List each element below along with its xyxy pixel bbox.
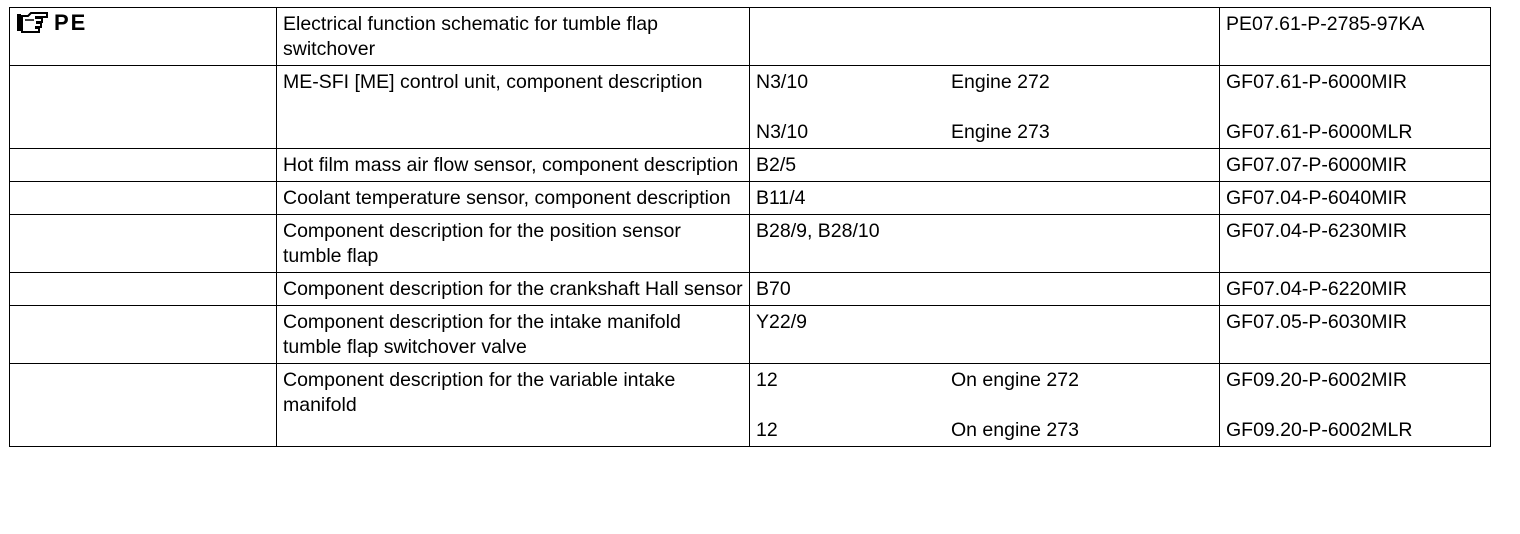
document-number: GF09.20-P-6002MLR	[1226, 419, 1413, 441]
document-cell	[1220, 273, 1491, 306]
component-cell	[750, 8, 1220, 66]
component-cell	[750, 215, 1220, 273]
document-number: PE07.61-P-2785-97KA	[1226, 13, 1425, 35]
component-ref	[756, 70, 1214, 95]
document-number: GF07.04-P-6040MIR	[1226, 187, 1407, 209]
description-text: Hot film mass air flow sensor, component description	[283, 154, 739, 176]
document-number: GF09.20-P-6002MIR	[1226, 369, 1407, 391]
component-cell	[750, 66, 1220, 149]
component-ref	[756, 153, 1214, 178]
description-text: ME-SFI [ME] control unit, component description	[283, 71, 703, 93]
component-code: 12	[756, 369, 778, 391]
component-code: N3/10	[756, 71, 809, 93]
component-code: B28/9, B28/10	[756, 220, 880, 242]
marker-cell	[10, 182, 277, 215]
component-cell	[750, 364, 1220, 447]
component-note: On engine 272	[951, 369, 1079, 391]
document-cell	[1220, 364, 1491, 447]
component-code: Y22/9	[756, 311, 807, 333]
document-cell	[1220, 215, 1491, 273]
component-ref	[756, 186, 1214, 211]
table-row	[10, 273, 1491, 306]
marker-cell	[10, 273, 277, 306]
component-code: B2/5	[756, 154, 797, 176]
marker-cell	[10, 364, 277, 447]
reference-table	[9, 7, 1491, 447]
marker-cell	[10, 8, 277, 66]
reference-table-body	[10, 8, 1491, 447]
pe-marker	[16, 10, 271, 35]
description-cell	[277, 66, 750, 149]
component-code: B11/4	[756, 187, 806, 209]
component-cell	[750, 306, 1220, 364]
component-ref	[756, 219, 1214, 244]
component-ref	[756, 368, 1214, 393]
description-text: Component description for the crankshaft Hall sensor	[283, 278, 743, 300]
document-number: GF07.61-P-6000MLR	[1226, 121, 1413, 143]
description-text: Component description for the intake manifold tumble flap switchover valve	[283, 311, 681, 358]
component-code: B70	[756, 278, 791, 300]
description-cell	[277, 149, 750, 182]
table-row	[10, 182, 1491, 215]
component-code: N3/10	[756, 121, 809, 143]
table-row	[10, 306, 1491, 364]
component-ref	[756, 277, 1214, 302]
description-cell	[277, 306, 750, 364]
document-cell	[1220, 306, 1491, 364]
table-row	[10, 8, 1491, 66]
description-text: Electrical function schematic for tumble flap switchover	[283, 13, 658, 60]
document-cell	[1220, 182, 1491, 215]
description-text: Coolant temperature sensor, component description	[283, 187, 731, 209]
document-number: GF07.04-P-6220MIR	[1226, 278, 1407, 300]
marker-cell	[10, 66, 277, 149]
document-number: GF07.61-P-6000MIR	[1226, 71, 1407, 93]
description-text: Component description for the variable intake manifold	[283, 369, 676, 416]
marker-cell	[10, 215, 277, 273]
description-cell	[277, 364, 750, 447]
document-number: GF07.07-P-6000MIR	[1226, 154, 1407, 176]
component-ref	[756, 120, 1214, 145]
document-number: GF07.04-P-6230MIR	[1226, 220, 1407, 242]
marker-cell	[10, 306, 277, 364]
description-cell	[277, 8, 750, 66]
description-cell	[277, 182, 750, 215]
table-row	[10, 215, 1491, 273]
pe-label: PE	[54, 10, 88, 35]
table-row	[10, 66, 1491, 149]
pointing-hand-icon	[16, 11, 50, 35]
component-cell	[750, 149, 1220, 182]
table-row	[10, 149, 1491, 182]
component-note: Engine 272	[951, 71, 1050, 93]
component-ref	[756, 418, 1214, 443]
component-ref	[756, 310, 1214, 335]
document-cell	[1220, 66, 1491, 149]
component-note: Engine 273	[951, 121, 1050, 143]
document-number: GF07.05-P-6030MIR	[1226, 311, 1407, 333]
description-cell	[277, 273, 750, 306]
marker-cell	[10, 149, 277, 182]
component-cell	[750, 182, 1220, 215]
table-row	[10, 364, 1491, 447]
component-note: On engine 273	[951, 419, 1079, 441]
description-cell	[277, 215, 750, 273]
document-cell	[1220, 149, 1491, 182]
document-cell	[1220, 8, 1491, 66]
component-code: 12	[756, 419, 778, 441]
component-cell	[750, 273, 1220, 306]
description-text: Component description for the position sensor tumble flap	[283, 220, 681, 267]
